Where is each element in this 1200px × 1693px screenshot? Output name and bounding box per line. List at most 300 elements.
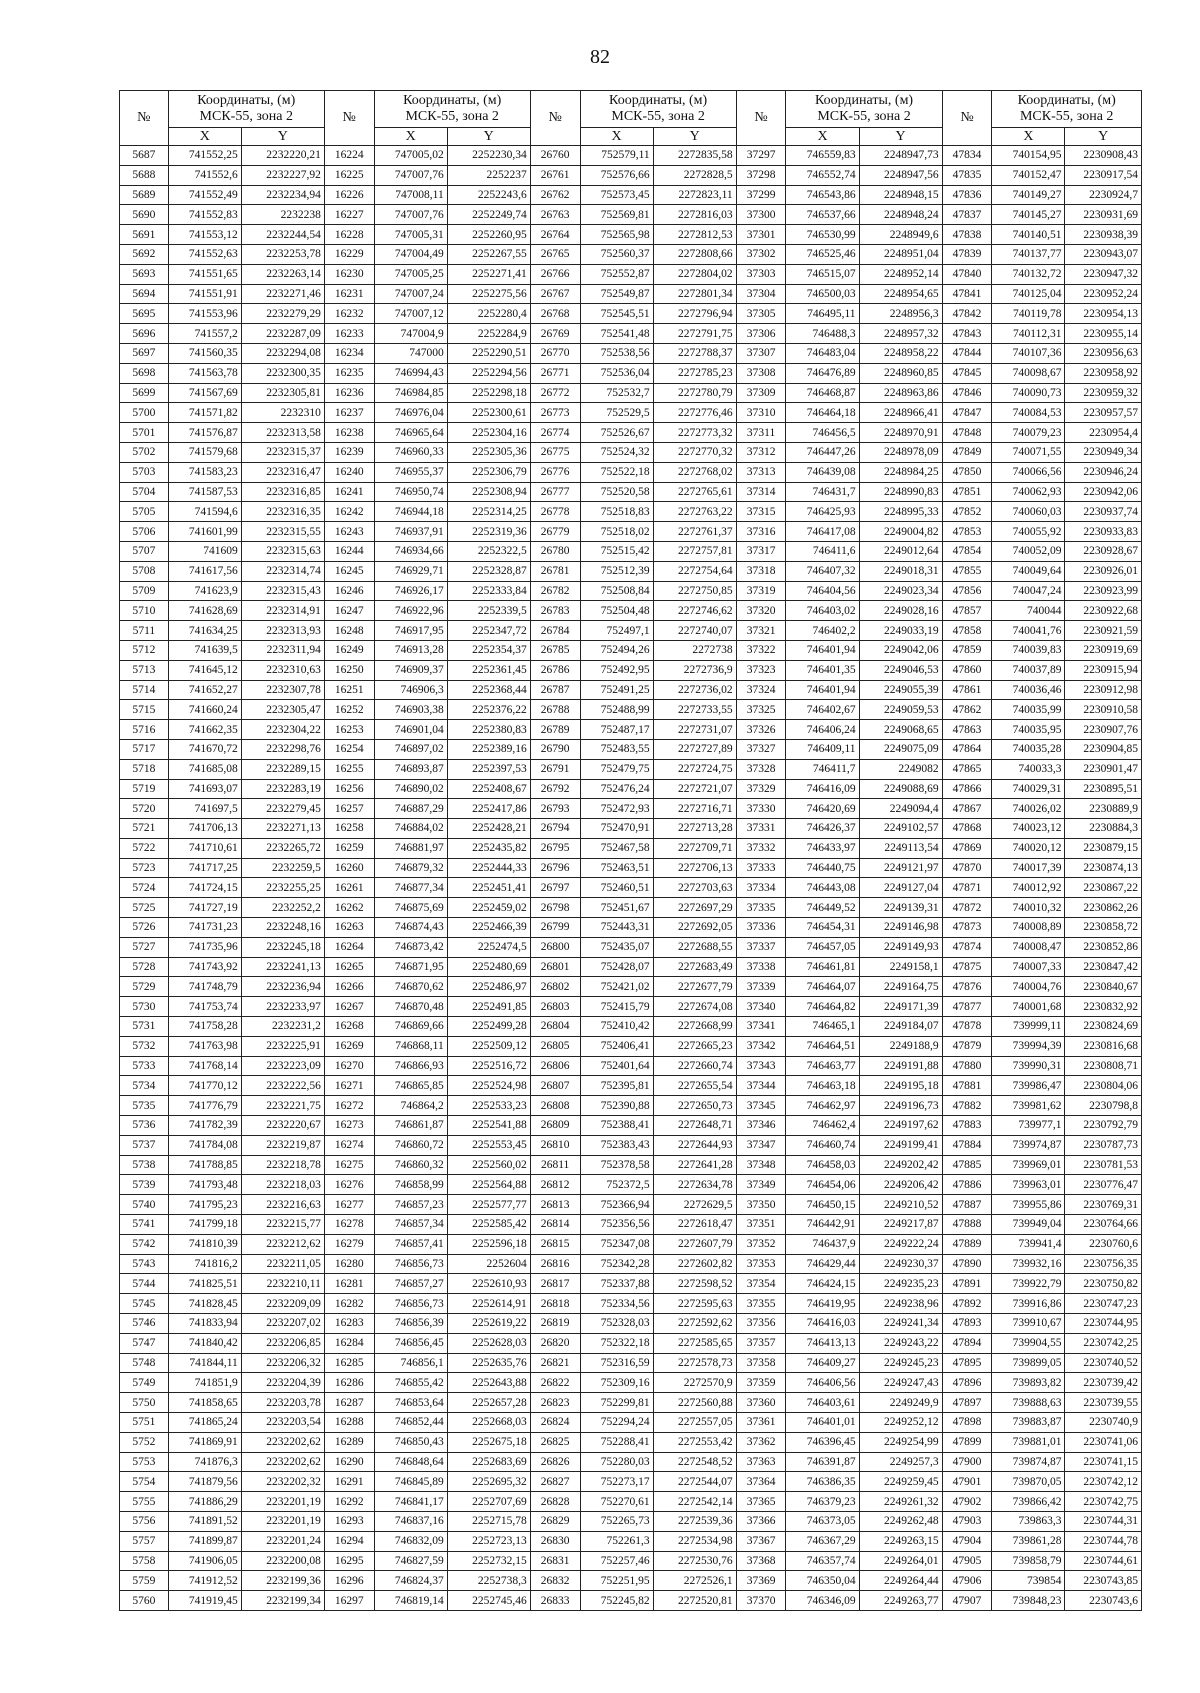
coord-y: 2230874,13 bbox=[1065, 858, 1142, 878]
point-number: 37345 bbox=[736, 1096, 786, 1116]
point-number: 26770 bbox=[530, 343, 580, 363]
coord-x: 740079,23 bbox=[992, 423, 1065, 443]
header-row-titles bbox=[120, 91, 1142, 128]
coord-y: 2230744,31 bbox=[1065, 1511, 1142, 1531]
coord-y: 2230769,31 bbox=[1065, 1195, 1142, 1215]
coord-y: 2272668,99 bbox=[653, 1017, 736, 1037]
coord-y: 2232314,91 bbox=[241, 601, 324, 621]
point-number: 37359 bbox=[736, 1373, 786, 1393]
coord-y: 2252397,53 bbox=[447, 759, 530, 779]
point-number: 16272 bbox=[324, 1096, 374, 1116]
coord-x: 746440,75 bbox=[786, 858, 859, 878]
coord-y: 2252230,34 bbox=[447, 146, 530, 166]
point-number: 16232 bbox=[324, 304, 374, 324]
coord-x: 741899,87 bbox=[168, 1531, 241, 1551]
coord-y: 2248957,32 bbox=[859, 324, 942, 344]
coord-y: 2232283,19 bbox=[241, 779, 324, 799]
point-number: 16264 bbox=[324, 937, 374, 957]
coord-y: 2230917,54 bbox=[1065, 165, 1142, 185]
table-row bbox=[120, 442, 1142, 462]
point-number: 26764 bbox=[530, 225, 580, 245]
coord-x: 746955,37 bbox=[374, 462, 447, 482]
point-number: 37347 bbox=[736, 1135, 786, 1155]
coord-y: 2272618,47 bbox=[653, 1215, 736, 1235]
coord-x: 740008,47 bbox=[992, 937, 1065, 957]
coord-x: 746841,17 bbox=[374, 1492, 447, 1512]
point-number: 26774 bbox=[530, 423, 580, 443]
coord-x: 746488,3 bbox=[786, 324, 859, 344]
coord-x: 741799,18 bbox=[168, 1215, 241, 1235]
coord-x: 747007,12 bbox=[374, 304, 447, 324]
point-number: 5733 bbox=[120, 1056, 169, 1076]
point-number: 47885 bbox=[942, 1155, 992, 1175]
coord-y: 2252585,42 bbox=[447, 1215, 530, 1235]
table-row bbox=[120, 680, 1142, 700]
coord-y: 2249068,65 bbox=[859, 720, 942, 740]
coord-x: 740049,64 bbox=[992, 561, 1065, 581]
coord-x: 739999,11 bbox=[992, 1017, 1065, 1037]
point-number: 47890 bbox=[942, 1254, 992, 1274]
point-number: 37358 bbox=[736, 1353, 786, 1373]
point-number: 16243 bbox=[324, 522, 374, 542]
coord-y: 2232252,2 bbox=[241, 898, 324, 918]
coord-y: 2230743,6 bbox=[1065, 1591, 1142, 1611]
coord-y: 2232304,22 bbox=[241, 720, 324, 740]
coord-y: 2249018,31 bbox=[859, 561, 942, 581]
point-number: 5724 bbox=[120, 878, 169, 898]
coord-y: 2272750,85 bbox=[653, 581, 736, 601]
coord-x: 752472,93 bbox=[580, 799, 653, 819]
point-number: 5719 bbox=[120, 779, 169, 799]
coord-y: 2230740,9 bbox=[1065, 1413, 1142, 1433]
coord-y: 2232265,72 bbox=[241, 838, 324, 858]
point-number: 5716 bbox=[120, 720, 169, 740]
point-number: 37342 bbox=[736, 1036, 786, 1056]
table-row bbox=[120, 1492, 1142, 1512]
point-number: 37306 bbox=[736, 324, 786, 344]
coord-y: 2230904,85 bbox=[1065, 739, 1142, 759]
point-number: 16235 bbox=[324, 363, 374, 383]
coord-x: 746406,56 bbox=[786, 1373, 859, 1393]
coord-y: 2252368,44 bbox=[447, 680, 530, 700]
coord-x: 746819,14 bbox=[374, 1591, 447, 1611]
point-number: 16280 bbox=[324, 1254, 374, 1274]
coord-x: 740035,28 bbox=[992, 739, 1065, 759]
coord-x: 741776,79 bbox=[168, 1096, 241, 1116]
coord-y: 2232204,39 bbox=[241, 1373, 324, 1393]
point-number: 47898 bbox=[942, 1413, 992, 1433]
coord-x: 740132,72 bbox=[992, 264, 1065, 284]
coord-y: 2272768,02 bbox=[653, 462, 736, 482]
coord-y: 2272607,79 bbox=[653, 1234, 736, 1254]
point-number: 37343 bbox=[736, 1056, 786, 1076]
point-number: 16290 bbox=[324, 1452, 374, 1472]
coord-x: 752545,51 bbox=[580, 304, 653, 324]
coord-y: 2230949,34 bbox=[1065, 442, 1142, 462]
coord-y: 2232253,78 bbox=[241, 244, 324, 264]
coord-x: 740060,03 bbox=[992, 502, 1065, 522]
coord-x: 741560,35 bbox=[168, 343, 241, 363]
point-number: 26788 bbox=[530, 700, 580, 720]
coord-y: 2252695,32 bbox=[447, 1472, 530, 1492]
coord-y: 2249149,93 bbox=[859, 937, 942, 957]
point-number: 16271 bbox=[324, 1076, 374, 1096]
point-number: 47884 bbox=[942, 1135, 992, 1155]
coord-y: 2230840,67 bbox=[1065, 977, 1142, 997]
point-number: 47861 bbox=[942, 680, 992, 700]
coord-y: 2252290,51 bbox=[447, 343, 530, 363]
point-number: 16241 bbox=[324, 482, 374, 502]
coord-y: 2248958,22 bbox=[859, 343, 942, 363]
coord-x: 746425,93 bbox=[786, 502, 859, 522]
coord-x: 747005,25 bbox=[374, 264, 447, 284]
coord-y: 2230741,15 bbox=[1065, 1452, 1142, 1472]
coord-x: 752294,24 bbox=[580, 1413, 653, 1433]
coord-y: 2272602,82 bbox=[653, 1254, 736, 1274]
coord-y: 2232316,85 bbox=[241, 482, 324, 502]
coord-y: 2252314,25 bbox=[447, 502, 530, 522]
point-number: 47905 bbox=[942, 1551, 992, 1571]
point-number: 47895 bbox=[942, 1353, 992, 1373]
coord-y: 2252635,76 bbox=[447, 1353, 530, 1373]
coord-y: 2272736,02 bbox=[653, 680, 736, 700]
point-number: 47858 bbox=[942, 621, 992, 641]
point-number: 47847 bbox=[942, 403, 992, 423]
point-number: 16270 bbox=[324, 1056, 374, 1076]
coord-x: 740125,04 bbox=[992, 284, 1065, 304]
coord-x: 746401,35 bbox=[786, 660, 859, 680]
point-number: 26766 bbox=[530, 264, 580, 284]
coord-x: 741879,56 bbox=[168, 1472, 241, 1492]
coord-x: 741552,49 bbox=[168, 185, 241, 205]
point-number: 16273 bbox=[324, 1116, 374, 1136]
point-number: 16281 bbox=[324, 1274, 374, 1294]
coord-y: 2230923,99 bbox=[1065, 581, 1142, 601]
coord-x: 741617,56 bbox=[168, 561, 241, 581]
point-number: 5722 bbox=[120, 838, 169, 858]
point-number: 5700 bbox=[120, 403, 169, 423]
coord-x: 746856,39 bbox=[374, 1314, 447, 1334]
coord-x: 741557,2 bbox=[168, 324, 241, 344]
table-row bbox=[120, 660, 1142, 680]
coord-x: 746965,64 bbox=[374, 423, 447, 443]
point-number: 26801 bbox=[530, 957, 580, 977]
point-number: 26808 bbox=[530, 1096, 580, 1116]
point-number: 47850 bbox=[942, 462, 992, 482]
point-number: 26789 bbox=[530, 720, 580, 740]
table-row bbox=[120, 937, 1142, 957]
point-number: 37335 bbox=[736, 898, 786, 918]
table-row bbox=[120, 1472, 1142, 1492]
coord-x: 746406,24 bbox=[786, 720, 859, 740]
col-header-y: Y bbox=[653, 128, 736, 146]
table-row bbox=[120, 1175, 1142, 1195]
coord-x: 746865,85 bbox=[374, 1076, 447, 1096]
point-number: 47886 bbox=[942, 1175, 992, 1195]
point-number: 37310 bbox=[736, 403, 786, 423]
coord-x: 740107,36 bbox=[992, 343, 1065, 363]
coord-x: 752552,87 bbox=[580, 264, 653, 284]
coord-y: 2232199,36 bbox=[241, 1571, 324, 1591]
point-number: 5751 bbox=[120, 1413, 169, 1433]
coord-y: 2249202,42 bbox=[859, 1155, 942, 1175]
point-number: 5727 bbox=[120, 937, 169, 957]
coord-y: 2252474,5 bbox=[447, 937, 530, 957]
coord-y: 2232220,21 bbox=[241, 146, 324, 166]
point-number: 16230 bbox=[324, 264, 374, 284]
point-number: 26796 bbox=[530, 858, 580, 878]
coord-y: 2232310,63 bbox=[241, 660, 324, 680]
point-number: 5702 bbox=[120, 442, 169, 462]
coord-y: 2230924,7 bbox=[1065, 185, 1142, 205]
point-number: 26812 bbox=[530, 1175, 580, 1195]
table-row bbox=[120, 601, 1142, 621]
page-number: 82 bbox=[590, 46, 610, 68]
point-number: 16269 bbox=[324, 1036, 374, 1056]
coord-x: 746976,04 bbox=[374, 403, 447, 423]
coord-y: 2249184,07 bbox=[859, 1017, 942, 1037]
coord-x: 739955,86 bbox=[992, 1195, 1065, 1215]
point-number: 37307 bbox=[736, 343, 786, 363]
coord-y: 2232271,46 bbox=[241, 284, 324, 304]
coord-y: 2252486,97 bbox=[447, 977, 530, 997]
point-number: 5750 bbox=[120, 1393, 169, 1413]
coord-y: 2232315,37 bbox=[241, 442, 324, 462]
point-number: 37363 bbox=[736, 1452, 786, 1472]
coord-x: 746984,85 bbox=[374, 383, 447, 403]
coord-y: 2252328,87 bbox=[447, 561, 530, 581]
point-number: 47883 bbox=[942, 1116, 992, 1136]
col-header-coordinates bbox=[374, 91, 530, 128]
table-row bbox=[120, 957, 1142, 977]
point-number: 5760 bbox=[120, 1591, 169, 1611]
coord-x: 747005,31 bbox=[374, 225, 447, 245]
coord-x: 746403,02 bbox=[786, 601, 859, 621]
table-row bbox=[120, 581, 1142, 601]
coord-x: 752280,03 bbox=[580, 1452, 653, 1472]
coord-y: 2252347,72 bbox=[447, 621, 530, 641]
coordinates-title: Координаты, (м) bbox=[1017, 93, 1116, 108]
point-number: 5691 bbox=[120, 225, 169, 245]
table-row bbox=[120, 324, 1142, 344]
coord-x: 740052,09 bbox=[992, 541, 1065, 561]
coord-y: 2249088,69 bbox=[859, 779, 942, 799]
coord-x: 741743,92 bbox=[168, 957, 241, 977]
coord-y: 2252610,93 bbox=[447, 1274, 530, 1294]
coord-y: 2249217,87 bbox=[859, 1215, 942, 1235]
point-number: 26823 bbox=[530, 1393, 580, 1413]
point-number: 37353 bbox=[736, 1254, 786, 1274]
point-number: 26831 bbox=[530, 1551, 580, 1571]
coord-y: 2230884,3 bbox=[1065, 819, 1142, 839]
point-number: 47872 bbox=[942, 898, 992, 918]
table-row bbox=[120, 1036, 1142, 1056]
coord-x: 746871,95 bbox=[374, 957, 447, 977]
coord-x: 752518,83 bbox=[580, 502, 653, 522]
coord-x: 741697,5 bbox=[168, 799, 241, 819]
coord-x: 740033,3 bbox=[992, 759, 1065, 779]
point-number: 26782 bbox=[530, 581, 580, 601]
coord-x: 740020,12 bbox=[992, 838, 1065, 858]
coord-x: 739974,87 bbox=[992, 1135, 1065, 1155]
coord-y: 2230937,74 bbox=[1065, 502, 1142, 522]
point-number: 47851 bbox=[942, 482, 992, 502]
coord-x: 741552,63 bbox=[168, 244, 241, 264]
point-number: 16283 bbox=[324, 1314, 374, 1334]
coord-x: 746464,51 bbox=[786, 1036, 859, 1056]
point-number: 16274 bbox=[324, 1135, 374, 1155]
point-number: 47871 bbox=[942, 878, 992, 898]
point-number: 26827 bbox=[530, 1472, 580, 1492]
point-number: 16263 bbox=[324, 918, 374, 938]
coord-y: 2272808,66 bbox=[653, 244, 736, 264]
coord-y: 2249113,54 bbox=[859, 838, 942, 858]
col-header-coordinates bbox=[580, 91, 736, 128]
coord-x: 740023,12 bbox=[992, 819, 1065, 839]
col-header-number: № bbox=[530, 91, 580, 146]
coord-y: 2252614,91 bbox=[447, 1294, 530, 1314]
coord-y: 2232315,63 bbox=[241, 541, 324, 561]
coord-x: 746401,94 bbox=[786, 680, 859, 700]
point-number: 5753 bbox=[120, 1452, 169, 1472]
coord-x: 741724,15 bbox=[168, 878, 241, 898]
point-number: 37362 bbox=[736, 1432, 786, 1452]
coord-y: 2272655,54 bbox=[653, 1076, 736, 1096]
coord-x: 746401,01 bbox=[786, 1413, 859, 1433]
point-number: 26813 bbox=[530, 1195, 580, 1215]
coord-y: 2230750,82 bbox=[1065, 1274, 1142, 1294]
table-row bbox=[120, 363, 1142, 383]
coord-y: 2232311,94 bbox=[241, 640, 324, 660]
point-number: 5726 bbox=[120, 918, 169, 938]
coord-y: 2249195,18 bbox=[859, 1076, 942, 1096]
point-number: 37341 bbox=[736, 1017, 786, 1037]
point-number: 5754 bbox=[120, 1472, 169, 1492]
point-number: 16257 bbox=[324, 799, 374, 819]
coord-x: 740145,27 bbox=[992, 205, 1065, 225]
coord-x: 752520,58 bbox=[580, 482, 653, 502]
point-number: 37312 bbox=[736, 442, 786, 462]
point-number: 47894 bbox=[942, 1333, 992, 1353]
coord-x: 741763,98 bbox=[168, 1036, 241, 1056]
point-number: 5689 bbox=[120, 185, 169, 205]
coord-x: 746476,89 bbox=[786, 363, 859, 383]
coord-x: 741576,87 bbox=[168, 423, 241, 443]
coord-x: 746856,73 bbox=[374, 1254, 447, 1274]
point-number: 26800 bbox=[530, 937, 580, 957]
coord-x: 746367,29 bbox=[786, 1531, 859, 1551]
point-number: 5710 bbox=[120, 601, 169, 621]
point-number: 47902 bbox=[942, 1492, 992, 1512]
point-number: 37334 bbox=[736, 878, 786, 898]
coord-x: 746857,34 bbox=[374, 1215, 447, 1235]
coord-x: 741551,65 bbox=[168, 264, 241, 284]
coord-x: 746852,44 bbox=[374, 1413, 447, 1433]
coord-x: 752337,88 bbox=[580, 1274, 653, 1294]
point-number: 37329 bbox=[736, 779, 786, 799]
coord-x: 752245,82 bbox=[580, 1591, 653, 1611]
coord-x: 740041,76 bbox=[992, 621, 1065, 641]
coord-y: 2272539,36 bbox=[653, 1511, 736, 1531]
coord-y: 2248966,41 bbox=[859, 403, 942, 423]
point-number: 47843 bbox=[942, 324, 992, 344]
coord-y: 2249042,06 bbox=[859, 640, 942, 660]
point-number: 47888 bbox=[942, 1215, 992, 1235]
coord-x: 741693,07 bbox=[168, 779, 241, 799]
coord-y: 2272816,03 bbox=[653, 205, 736, 225]
coord-x: 747000 bbox=[374, 343, 447, 363]
coord-y: 2249012,64 bbox=[859, 541, 942, 561]
coord-y: 2252560,02 bbox=[447, 1155, 530, 1175]
coord-x: 746901,04 bbox=[374, 720, 447, 740]
point-number: 26805 bbox=[530, 1036, 580, 1056]
coord-y: 2272688,55 bbox=[653, 937, 736, 957]
coord-y: 2252435,82 bbox=[447, 838, 530, 858]
point-number: 37321 bbox=[736, 621, 786, 641]
point-number: 5739 bbox=[120, 1175, 169, 1195]
table-row bbox=[120, 898, 1142, 918]
coord-x: 752390,88 bbox=[580, 1096, 653, 1116]
coord-y: 2248948,15 bbox=[859, 185, 942, 205]
coord-x: 752299,81 bbox=[580, 1393, 653, 1413]
coord-x: 746855,42 bbox=[374, 1373, 447, 1393]
coord-y: 2230910,58 bbox=[1065, 700, 1142, 720]
coord-x: 746462,97 bbox=[786, 1096, 859, 1116]
coord-x: 746870,62 bbox=[374, 977, 447, 997]
coord-x: 752483,55 bbox=[580, 739, 653, 759]
point-number: 26816 bbox=[530, 1254, 580, 1274]
coord-y: 2232259,5 bbox=[241, 858, 324, 878]
coord-x: 741869,91 bbox=[168, 1432, 241, 1452]
point-number: 47867 bbox=[942, 799, 992, 819]
coord-y: 2232227,92 bbox=[241, 165, 324, 185]
coord-y: 2272557,05 bbox=[653, 1413, 736, 1433]
coord-y: 2230741,06 bbox=[1065, 1432, 1142, 1452]
coord-x: 741876,3 bbox=[168, 1452, 241, 1472]
coord-y: 2272736,9 bbox=[653, 660, 736, 680]
point-number: 37297 bbox=[736, 146, 786, 166]
coord-y: 2252675,18 bbox=[447, 1432, 530, 1452]
coord-y: 2248952,14 bbox=[859, 264, 942, 284]
coord-x: 746465,1 bbox=[786, 1017, 859, 1037]
coord-y: 2230954,13 bbox=[1065, 304, 1142, 324]
point-number: 37336 bbox=[736, 918, 786, 938]
coord-y: 2230959,32 bbox=[1065, 383, 1142, 403]
coord-y: 2230847,42 bbox=[1065, 957, 1142, 977]
point-number: 16237 bbox=[324, 403, 374, 423]
coord-x: 741594,6 bbox=[168, 502, 241, 522]
coord-x: 746464,18 bbox=[786, 403, 859, 423]
point-number: 26769 bbox=[530, 324, 580, 344]
point-number: 37319 bbox=[736, 581, 786, 601]
table-row bbox=[120, 1135, 1142, 1155]
coord-y: 2232310 bbox=[241, 403, 324, 423]
point-number: 47899 bbox=[942, 1432, 992, 1452]
col-header-x: X bbox=[168, 128, 241, 146]
coord-y: 2272703,63 bbox=[653, 878, 736, 898]
coord-y: 2232289,15 bbox=[241, 759, 324, 779]
point-number: 5699 bbox=[120, 383, 169, 403]
coord-x: 739977,1 bbox=[992, 1116, 1065, 1136]
coord-x: 746411,6 bbox=[786, 541, 859, 561]
point-number: 16284 bbox=[324, 1333, 374, 1353]
coord-x: 746848,64 bbox=[374, 1452, 447, 1472]
point-number: 16276 bbox=[324, 1175, 374, 1195]
coord-x: 746417,08 bbox=[786, 522, 859, 542]
coord-y: 2230912,98 bbox=[1065, 680, 1142, 700]
coord-x: 746890,02 bbox=[374, 779, 447, 799]
coord-y: 2272780,79 bbox=[653, 383, 736, 403]
